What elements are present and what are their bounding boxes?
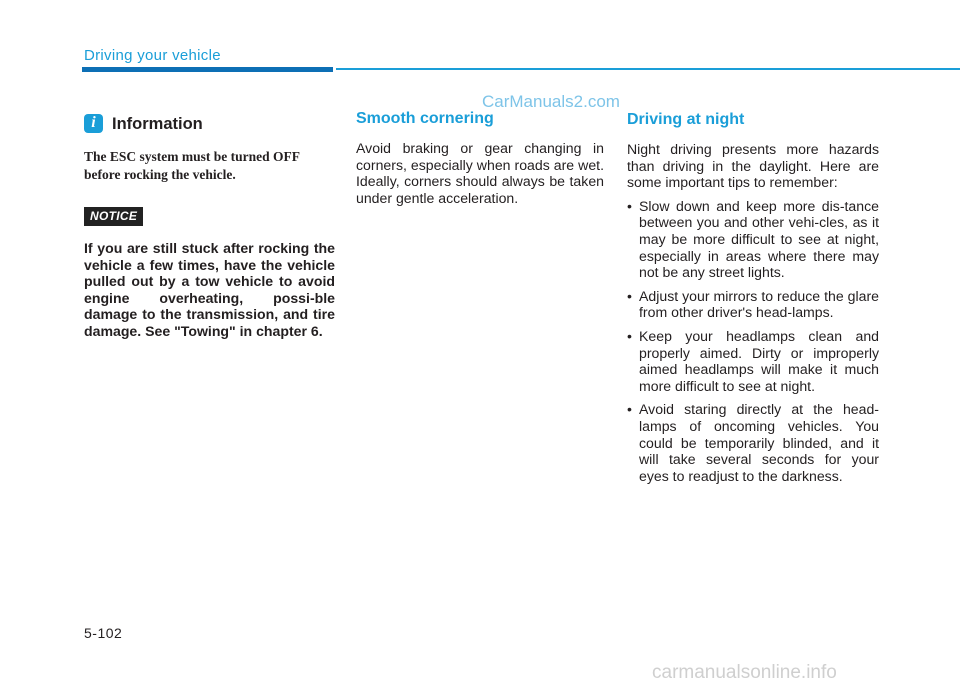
list-item-text: Keep your headlamps clean and properly aimed. Dirty or improperly aimed headlamps will make it much more difficult to see at night. xyxy=(639,327,879,394)
column-middle xyxy=(356,110,604,206)
list-item-text: Slow down and keep more dis-tance between you and other vehi-cles, as it may be more difficult to see at night, especially in areas where there may not be any street lights. xyxy=(639,197,879,281)
watermark-bottom: carmanualsonline.info xyxy=(652,662,837,683)
section-title: Driving your vehicle xyxy=(84,47,221,64)
bullet-icon: • xyxy=(627,287,632,304)
column-left xyxy=(84,112,335,340)
bullet-icon: • xyxy=(627,401,632,418)
header-rule-light xyxy=(336,68,960,70)
night-tips-list xyxy=(627,198,879,485)
notice-badge: NOTICE xyxy=(84,207,143,226)
bullet-icon: • xyxy=(627,197,632,214)
smooth-cornering-text: Avoid braking or gear changing in corners, especially when roads are wet. Ideally, corners should always be taken under gentle acceleration. xyxy=(356,140,604,206)
watermark-top: CarManuals2.com xyxy=(482,92,620,111)
information-title: Information xyxy=(112,115,203,133)
notice-text: If you are still stuck after rocking the vehicle a few times, have the vehicle pulled out by a tow vehicle to avoid engine overheating, possi-ble damage to the transmission, and tire damage. See "Towing" in chapter 6. xyxy=(84,240,335,339)
list-item-text: Avoid staring directly at the head-lamps of oncoming vehicles. You could be temporarily blinded, and it will take several seconds for your eyes to readjust to the darkness. xyxy=(639,401,879,484)
list-item-text: Adjust your mirrors to reduce the glare from other driver's head-lamps. xyxy=(639,287,879,321)
header-rule-dark xyxy=(82,67,333,72)
information-text: The ESC system must be turned OFF before rocking the vehicle. xyxy=(84,149,300,182)
information-header xyxy=(84,112,335,134)
smooth-cornering-heading: Smooth cornering xyxy=(356,110,494,127)
driving-at-night-intro: Night driving presents more hazards than driving in the daylight. Here are some important tips to remember: xyxy=(627,141,879,191)
driving-at-night-heading: Driving at night xyxy=(627,111,745,128)
bullet-icon: • xyxy=(627,327,632,344)
info-icon: i xyxy=(84,114,103,133)
list-item xyxy=(627,288,879,321)
list-item xyxy=(627,328,879,394)
column-right xyxy=(627,111,879,491)
list-item xyxy=(627,401,879,484)
page-number: 5-102 xyxy=(84,625,123,641)
list-item xyxy=(627,198,879,281)
